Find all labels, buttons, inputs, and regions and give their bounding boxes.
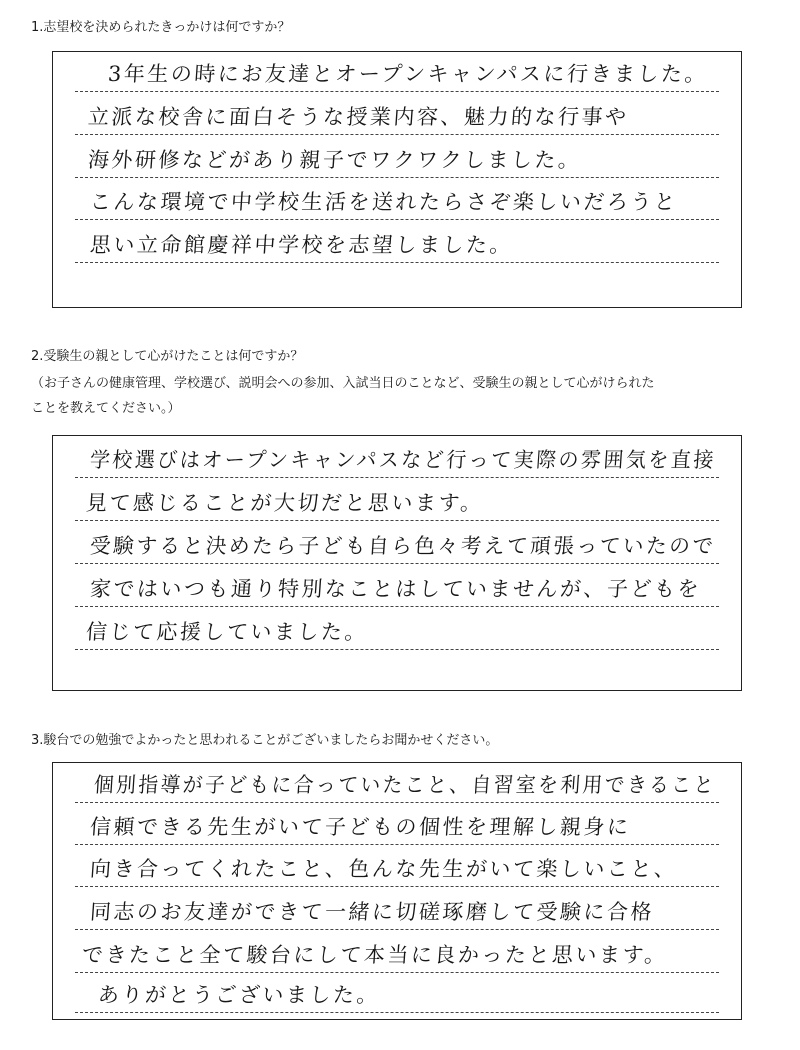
- answer-box-1: [52, 51, 742, 308]
- question-3-text: 3.駿台での勉強でよかったと思われることがございましたらお聞かせください。: [31, 733, 499, 748]
- handwritten-text: 立派な校舎に面白そうな授業内容、魅力的な行事や: [87, 105, 630, 129]
- handwritten-text: ありがとうございました。: [97, 983, 381, 1007]
- answer-line: [75, 528, 719, 564]
- handwritten-text: 向き合ってくれたこと、色んな先生がいて楽しいこと、: [89, 857, 679, 881]
- answer-line: [75, 571, 719, 607]
- handwritten-text: 見て感じることが大切だと思います。: [85, 491, 485, 515]
- handwritten-text: 同志のお友達ができて一緒に切磋琢磨して受験に合格: [89, 900, 655, 924]
- handwritten-text: こんな環境で中学校生活を送れたらさぞ楽しいだろうと: [89, 190, 679, 214]
- handwritten-text: 受験すると決めたら子ども自ら色々考えて頑張っていたので: [89, 534, 717, 558]
- answer-line: [75, 937, 719, 973]
- question-2-text: 2.受験生の親として心がけたことは何ですか？: [31, 349, 304, 364]
- answer-line: [75, 851, 719, 887]
- answer-line: [75, 977, 719, 1013]
- handwritten-text: 信頼できる先生がいて子どもの個性を理解し親身に: [89, 815, 632, 839]
- answer-line: [75, 142, 719, 178]
- handwritten-text: 3年生の時にお友達とオープンキャンパスに行きました。: [107, 62, 709, 86]
- answer-line: [75, 614, 719, 650]
- answer-box-2: [52, 435, 742, 691]
- answer-line: [75, 56, 719, 92]
- answer-line: [75, 227, 719, 263]
- question-2-subtext-2: ことを教えてください。）: [31, 401, 181, 416]
- handwritten-text: 個別指導が子どもに合っていたこと、自習室を利用できること: [93, 773, 717, 797]
- answer-line: [75, 809, 719, 845]
- handwritten-text: 思い立命館慶祥中学校を志望しました。: [89, 233, 514, 257]
- answer-line: [75, 442, 719, 478]
- handwritten-text: できたこと全て駿台にして本当に良かったと思います。: [81, 943, 669, 967]
- answer-line: [75, 99, 719, 135]
- handwritten-text: 家ではいつも通り特別なことはしていませんが、子どもを: [89, 577, 702, 601]
- answer-box-3: [52, 762, 742, 1020]
- handwritten-text: 海外研修などがあり親子でワクワクしました。: [87, 148, 583, 172]
- answer-line: [75, 894, 719, 930]
- question-1-text: 1.志望校を決められたきっかけは何ですか？: [31, 20, 291, 35]
- answer-line: [75, 485, 719, 521]
- question-2-subtext-1: （お子さんの健康管理、学校選び、説明会への参加、入試当日のことなど、受験生の親として心がけられた: [31, 376, 655, 391]
- answer-line: [75, 184, 719, 220]
- answer-line: [75, 767, 719, 803]
- handwritten-text: 信じて応援していました。: [85, 620, 369, 644]
- handwritten-text: 学校選びはオープンキャンパスなど行って実際の雰囲気を直接: [89, 448, 717, 472]
